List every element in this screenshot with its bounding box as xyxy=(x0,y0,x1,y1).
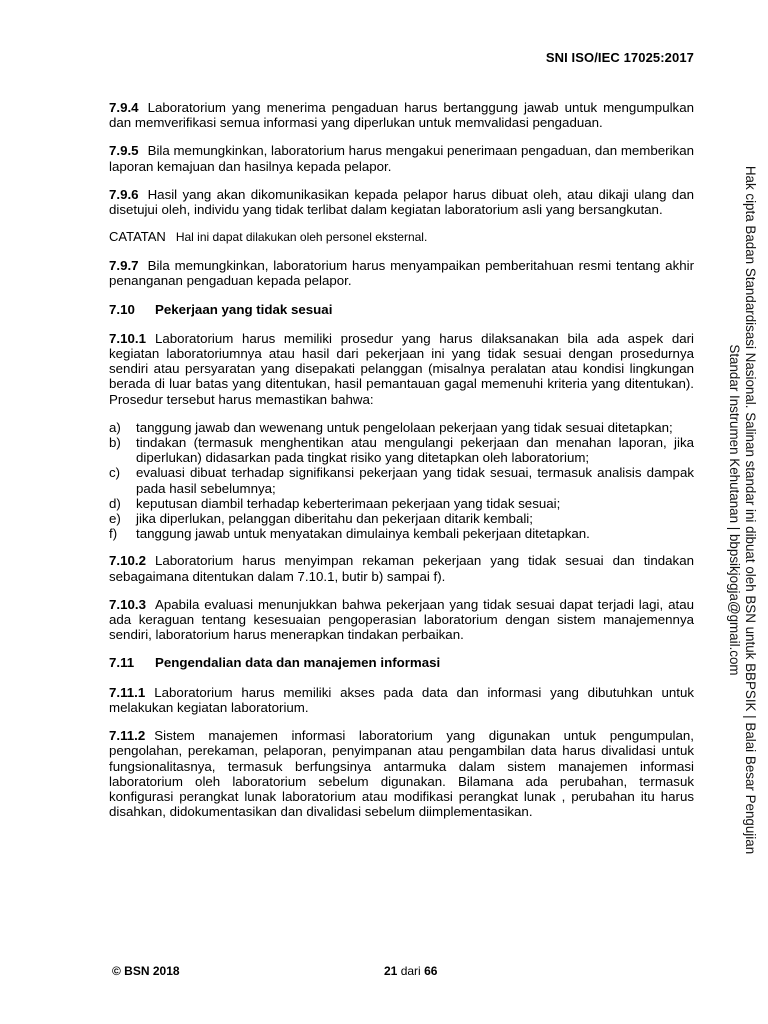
section-heading-7-11 xyxy=(109,655,694,670)
clause-number: 7.10.3 xyxy=(109,596,146,612)
clause-7-11-2 xyxy=(109,728,694,819)
list-item xyxy=(109,420,694,435)
clause-7-9-7 xyxy=(109,258,694,288)
list-item-text: tanggung jawab untuk menyatakan dimulainya kembali pekerjaan ditetapkan. xyxy=(136,526,590,542)
list-marker: c) xyxy=(109,465,121,481)
page-separator: dari xyxy=(400,964,421,978)
list-marker: d) xyxy=(109,495,121,511)
list-marker: b) xyxy=(109,435,121,451)
clause-number: 7.10.1 xyxy=(109,330,146,346)
list-marker: a) xyxy=(109,419,121,435)
list-item xyxy=(109,496,694,511)
clause-number: 7.9.6 xyxy=(109,186,139,202)
clause-text: Sistem manajemen informasi laboratorium yang digunakan untuk pengumpulan, pengolahan, perekaman, pelaporan, penyimpanan atau pengambilan data harus divalidasi untuk fungsionalitasnya, termasuk berfungsinya antarmuka dalam sistem manajemen informasi laboratorium oleh laboratorium sebelum digunakan. Bilamana ada perubahan, termasuk konfigurasi perangkat lunak laboratorium atau modifikasi perangkat lunak , perubahan itu harus disahkan, didokumentasikan dan divalidasi sebelum diimplementasikan. xyxy=(109,728,694,820)
clause-text: Laboratorium harus memiliki akses pada data dan informasi yang dibutuhkan untuk melakukan kegiatan laboratorium. xyxy=(109,684,694,715)
clause-text: Bila memungkinkan, laboratorium harus menyampaikan pemberitahuan resmi tentang akhir penanganan pengaduan kepada pelapor. xyxy=(109,258,694,289)
section-number: 7.11 xyxy=(109,655,135,671)
list-item xyxy=(109,465,694,495)
clause-7-9-6 xyxy=(109,187,694,217)
list-item xyxy=(109,526,694,541)
clause-7-10-3 xyxy=(109,597,694,643)
clause-text: Laboratorium harus menyimpan rekaman pekerjaan yang tidak sesuai dan tindakan sebagaimana ditentukan dalam 7.10.1, butir b) sampai f). xyxy=(109,553,694,584)
sidebar-line-2: Standar Instrumen Kehutanan | bbpsikjogja@gmail.com xyxy=(727,344,742,676)
clause-7-9-4 xyxy=(109,100,694,130)
copyright-footer: © BSN 2018 xyxy=(112,964,180,978)
clause-number: 7.9.4 xyxy=(109,100,139,115)
list-item-text: tindakan (termasuk menghentikan atau mengulangi pekerjaan dan menahan laporan, jika diperlukan) didasarkan pada tingkat risiko yang ditetapkan oleh laboratorium; xyxy=(136,435,694,466)
section-title: Pengendalian data dan manajemen informasi xyxy=(155,655,441,671)
section-number: 7.10 xyxy=(109,301,135,317)
clause-7-9-5 xyxy=(109,143,694,173)
clause-7-10-2 xyxy=(109,553,694,583)
total-pages: 66 xyxy=(424,964,438,978)
clause-text: Apabila evaluasi menunjukkan bahwa pekerjaan yang tidak sesuai dapat terjadi lagi, atau ada keraguan tentang kesesuaian pengoperasian laboratorium dengan sistem manajemennya sendiri, laboratorium harus menerapkan tindakan perbaikan. xyxy=(109,596,694,643)
copyright-sidebar xyxy=(726,160,758,860)
clause-7-11-1 xyxy=(109,685,694,715)
list-item xyxy=(109,511,694,526)
current-page: 21 xyxy=(384,964,398,978)
list-item-text: keputusan diambil terhadap keberterimaan pekerjaan yang tidak sesuai; xyxy=(136,495,561,511)
clause-7-10-1 xyxy=(109,331,694,407)
clause-text: Hasil yang akan dikomunikasikan kepada pelapor harus dibuat oleh, atau dikaji ulang dan disetujui oleh, individu yang tidak terlibat dalam kegiatan laboratorium asli yang bersangkutan. xyxy=(109,186,694,218)
section-title: Pekerjaan yang tidak sesuai xyxy=(155,301,333,317)
requirements-list xyxy=(109,420,694,542)
section-heading-7-10 xyxy=(109,302,694,317)
note-text: Hal ini dapat dilakukan oleh personel eksternal. xyxy=(175,230,428,245)
note xyxy=(109,230,694,244)
document-body xyxy=(109,100,694,832)
clause-text: Bila memungkinkan, laboratorium harus mengakui penerimaan pengaduan, dan memberikan laporan kemajuan dan hasilnya kepada pelapor. xyxy=(109,143,694,174)
clause-number: 7.10.2 xyxy=(109,553,146,569)
clause-number: 7.11.1 xyxy=(109,684,146,700)
clause-number: 7.9.5 xyxy=(109,143,139,159)
sidebar-line-1: Hak cipta Badan Standardisasi Nasional. Salinan standar ini dibuat oleh BSN untuk BBPSIK | Balai Besar Pengujian xyxy=(743,165,758,855)
list-item-text: jika diperlukan, pelanggan diberitahu dan pekerjaan ditarik kembali; xyxy=(136,511,533,527)
clause-text: Laboratorium harus memiliki prosedur yang harus dilaksanakan bila ada aspek dari kegiatan laboratoriumnya atau hasil dari pekerjaan ini yang tidak sesuai dengan prosedurnya sendiri atau persyaratan yang disepakati pelanggan (misalnya peralatan atau kondisi lingkungan berada di luar batas yang ditentukan, hasil pemantauan gagal memenuhi kriteria yang ditentukan). Prosedur tersebut harus memastikan bahwa: xyxy=(109,330,694,407)
list-marker: f) xyxy=(109,526,118,542)
list-item-text: tanggung jawab dan wewenang untuk pengelolaan pekerjaan yang tidak sesuai ditetapkan; xyxy=(136,419,673,435)
clause-text: Laboratorium yang menerima pengaduan harus bertanggung jawab untuk mengumpulkan dan memverifikasi semua informasi yang diperlukan untuk memvalidasi pengaduan. xyxy=(109,100,694,131)
page-number xyxy=(384,964,437,978)
list-item xyxy=(109,435,694,465)
list-item-text: evaluasi dibuat terhadap signifikansi pekerjaan yang tidak sesuai, termasuk analisis dampak pada hasil sebelumnya; xyxy=(136,465,694,496)
note-label: CATATAN xyxy=(109,229,166,245)
standard-code: SNI ISO/IEC 17025:2017 xyxy=(545,50,694,65)
clause-number: 7.9.7 xyxy=(109,258,139,274)
clause-number: 7.11.2 xyxy=(109,728,146,744)
list-marker: e) xyxy=(109,511,121,527)
